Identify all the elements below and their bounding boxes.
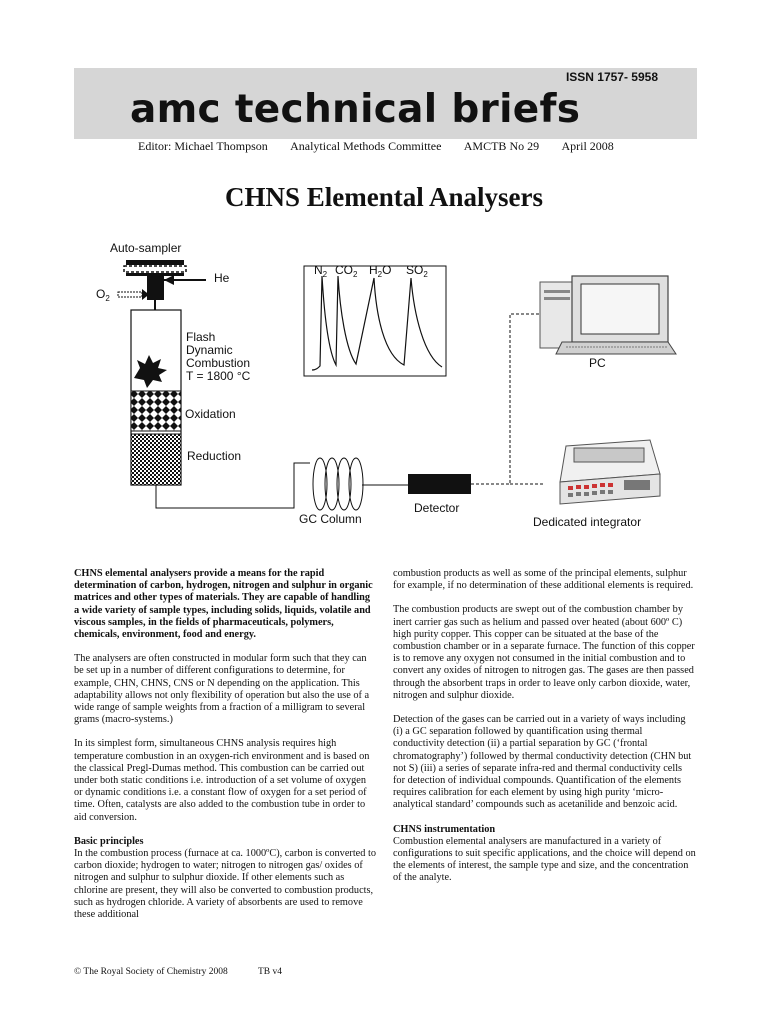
issue-number: AMCTB No 29 xyxy=(463,139,540,153)
committee-name: Analytical Methods Committee xyxy=(290,139,442,153)
autosampler-label: Auto-sampler xyxy=(110,241,182,255)
reduction-label: Reduction xyxy=(187,449,242,463)
flash-combustion-label: Flash Dynamic Combustion T = 1800 °C xyxy=(186,330,251,383)
peak-label-h2o: $H_2O$ xyxy=(369,263,392,279)
integrator-printer-icon xyxy=(560,440,660,504)
editor-line xyxy=(138,139,634,154)
body-paragraph: combustion products as well as some of the principal elements, sulphur for example, if no determination of these additional elements is required. xyxy=(393,568,694,592)
he-arrow xyxy=(164,275,174,285)
body-paragraph: In the combustion process (furnace at ca. 1000ºC), carbon is converted to carbon dioxide; hydrogen to water; nitrogen to nitrogen gas/ oxides of nitrogen and sulphur to sulphur dioxide. If other elements such as chlorine are present, they will also be converted to combustion products, such as hydrogen chloride. A variety of absorbents are used to remove these additional xyxy=(74,848,376,921)
issue-date: April 2008 xyxy=(561,139,614,153)
oxidation-zone xyxy=(131,391,181,431)
o2-inlet xyxy=(118,292,142,297)
detector-to-pc-link xyxy=(471,314,544,484)
peak-label-n2: $N_2$ xyxy=(314,263,328,279)
peak-label-co2: $CO_2$ xyxy=(335,263,358,279)
body-paragraph: Detection of the gases can be carried out in a variety of ways including (i) a GC separation followed by quantification using thermal conductivity detection (ii) a partial separation by GC (‘frontal chromatography’) followed by thermal conductivity detection (CHN but not S) (iii) a series of separate infra-red and thermal conductivity cells for detection of individual compounds. Quantification of the elements requires calibration for each element by using high purity ‘micro-analytical standard’ compounds such as acetanilide and benzoic acid. xyxy=(393,714,692,811)
version-tag: TB v4 xyxy=(257,967,282,977)
reduction-zone xyxy=(131,434,181,485)
page-title: CHNS Elemental Analysers xyxy=(224,182,543,212)
left-column xyxy=(74,568,377,933)
body-paragraph: In its simplest form, simultaneous CHNS analysis requires high temperature combustion in an oxygen-rich environment and is based on the classical Pregl-Dumas method. This combustion can be carried out under both static conditions i.e. introduction of a set volume of oxygen or dynamic conditions i.e. a constant flow of oxygen for a set period of time. Often, catalysts are also added to the combustion tube in order to aid conversion. xyxy=(74,738,370,823)
editor-name: Editor: Michael Thompson xyxy=(138,139,268,153)
sampler-valve xyxy=(147,276,164,300)
integrator-label: Dedicated integrator xyxy=(533,515,642,529)
autosampler-tray xyxy=(124,260,186,276)
pc-computer-icon xyxy=(540,276,676,354)
intro-paragraph: CHNS elemental analysers provide a means for the rapid determination of carbon, hydrogen, nitrogen and sulphur in organic matrices and other types of materials. They are capable of handling a wide variety of sample types, including solids, liquids, volatile and viscous samples, in the fields of pharmaceuticals, polymers, chemicals, environment, food and energy. xyxy=(74,568,373,641)
gc-column-label: GC Column xyxy=(299,512,362,526)
section-heading-chns-instrumentation: CHNS instrumentation xyxy=(393,823,496,835)
brand-title: amc technical briefs xyxy=(130,87,581,132)
issn-number: ISSN 1757- 5958 xyxy=(565,70,658,84)
detector-label: Detector xyxy=(414,501,460,515)
copyright-notice: © The Royal Society of Chemistry 2008 xyxy=(74,967,228,977)
body-paragraph: The analysers are often constructed in modular form such that they can be set up in a number of different configurations to determine, for example, CHN, CHNS, CNS or N depending on the application. This adaptability allows not only flexibility of operation but also the use of a wide range of sample weights from a fraction of a milligram to several grams (macro-systems.) xyxy=(74,653,370,726)
o2-label: $O_2$ xyxy=(96,287,110,303)
detector-box xyxy=(408,474,471,494)
he-label: He xyxy=(214,271,230,285)
gc-column-coil xyxy=(313,458,363,510)
oxidation-label: Oxidation xyxy=(185,407,236,421)
section-heading-basic-principles: Basic principles xyxy=(74,835,144,847)
chns-analyser-diagram xyxy=(74,230,694,535)
peak-label-so2: $SO_2$ xyxy=(406,263,428,279)
pc-label: PC xyxy=(589,356,606,370)
body-paragraph: Combustion elemental analysers are manufactured in a variety of configurations to suit specific applications, and the choice will depend on the elements of interest, the sample type and size, and the concentration of the analyte. xyxy=(393,835,696,884)
right-column xyxy=(393,568,696,897)
body-paragraph: The combustion products are swept out of the combustion chamber by inert carrier gas such as helium and passed over heated (about 600º C) high purity copper. This copper can be situated at the base of the combustion chamber or in a separate furnace. The function of this copper is to remove any oxygen not consumed in the initial combustion and to convert any oxides of nitrogen to nitrogen gas. The gases are then passed through the absorbent traps in order to leave only carbon dioxide, water, nitrogen and sulphur dioxide. xyxy=(393,604,695,701)
page-footer xyxy=(74,967,310,977)
